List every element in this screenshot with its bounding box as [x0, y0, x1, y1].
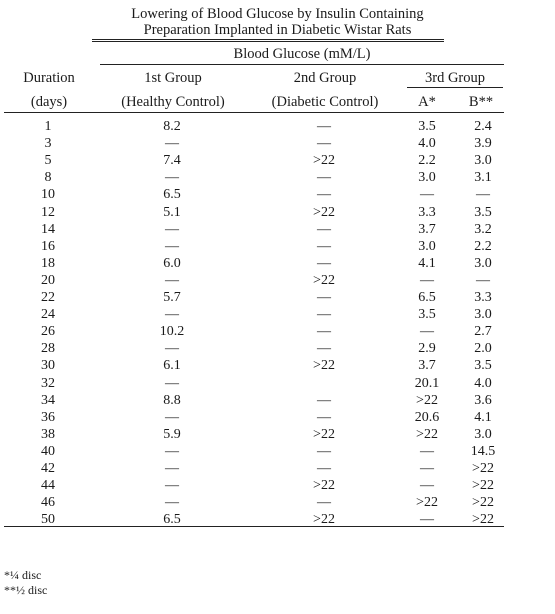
group3-b-cell: 4.1: [474, 409, 492, 425]
diabetic-control-cell: —: [317, 324, 331, 340]
table-row: [0, 357, 555, 374]
group3-b-cell: 2.7: [474, 324, 492, 340]
diabetic-control-cell: —: [317, 461, 331, 476]
table-row: [0, 186, 555, 203]
diabetic-control-cell: —: [317, 443, 331, 459]
group3-b-cell: 2.2: [474, 238, 492, 254]
table-row: [0, 375, 555, 392]
group3-a-cell: 3.0: [418, 238, 436, 254]
healthy-control-cell: —: [165, 136, 179, 152]
group3-b-cell: 3.2: [474, 221, 492, 237]
healthy-control-cell: 5.9: [163, 426, 181, 442]
duration-cell: 14: [41, 221, 55, 237]
group3-b-cell: 3.6: [474, 392, 492, 408]
diabetic-control-cell: —: [317, 238, 331, 254]
table-row: [0, 460, 555, 477]
duration-cell: 24: [41, 307, 55, 323]
duration-cell: 22: [41, 290, 55, 305]
group3-a-cell: >22: [416, 495, 438, 511]
table-row: [0, 204, 555, 221]
healthy-control-cell: —: [165, 375, 179, 391]
healthy-control-cell: 10.2: [159, 324, 185, 340]
table-row: [0, 135, 555, 152]
table-row: [0, 409, 555, 426]
table-row: [0, 323, 555, 340]
group3-a-cell: 4.1: [418, 255, 436, 271]
group3-a-cell: >22: [416, 426, 438, 442]
footnote-b: **½ disc: [4, 583, 48, 597]
group3-a-cell: 20.1: [414, 375, 440, 391]
footnote-a: *¼ disc: [4, 568, 42, 582]
healthy-control-cell: 6.0: [163, 255, 181, 271]
table-row: [0, 340, 555, 357]
group3-rule: [407, 87, 503, 88]
diabetic-control-cell: —: [317, 170, 331, 186]
table-row: [0, 152, 555, 169]
group3-a-cell: 6.5: [418, 290, 436, 305]
group3-b-cell: >22: [472, 478, 494, 494]
group3-a-cell: —: [420, 512, 434, 528]
group3-b-cell: 3.5: [474, 204, 492, 220]
group3-a-cell: —: [420, 478, 434, 494]
healthy-control-cell: 6.1: [163, 358, 181, 374]
duration-cell: 34: [41, 392, 55, 408]
duration-cell: 8: [44, 170, 52, 186]
table-row: [0, 169, 555, 186]
group3-b-header: B**: [468, 94, 494, 110]
group3-a-cell: 2.9: [418, 341, 436, 357]
table-row: [0, 443, 555, 460]
healthy-control-cell: —: [165, 238, 179, 254]
diabetic-control-cell: —: [317, 409, 331, 425]
duration-cell: 30: [41, 358, 55, 374]
duration-cell: 5: [44, 153, 52, 169]
healthy-control-cell: —: [165, 307, 179, 323]
group3-b-cell: 3.1: [474, 170, 492, 186]
table-row: [0, 118, 555, 135]
healthy-control-cell: 7.4: [163, 153, 181, 169]
table-row: [0, 272, 555, 289]
duration-cell: 46: [41, 495, 55, 511]
group3-a-cell: —: [420, 324, 434, 340]
duration-cell: 1: [44, 119, 52, 134]
title-underline: [92, 39, 444, 40]
group3-b-cell: 3.0: [474, 153, 492, 169]
table-row: [0, 238, 555, 255]
duration-cell: 32: [41, 375, 55, 391]
table-row: [0, 255, 555, 272]
group3-b-cell: 3.0: [474, 255, 492, 271]
diabetic-control-cell: —: [317, 341, 331, 357]
duration-cell: 28: [41, 341, 55, 357]
duration-cell: 44: [41, 478, 55, 494]
duration-header: Duration: [23, 70, 75, 86]
healthy-control-cell: —: [165, 409, 179, 425]
blood-glucose-span-header: Blood Glucose (mM/L): [233, 46, 371, 62]
healthy-control-cell: —: [165, 495, 179, 511]
group3-a-cell: —: [420, 272, 434, 288]
group3-b-cell: 3.3: [474, 290, 492, 305]
table-row: [0, 494, 555, 511]
group3-a-cell: 4.0: [418, 136, 436, 152]
header-bottom-rule: [4, 112, 504, 113]
table-row: [0, 289, 555, 306]
diabetic-control-cell: —: [317, 136, 331, 152]
duration-cell: 18: [41, 255, 55, 271]
group3-b-cell: >22: [472, 461, 494, 476]
group3-b-cell: 2.4: [474, 119, 492, 134]
group1-header: 1st Group: [144, 70, 202, 86]
group3-b-cell: 3.0: [474, 307, 492, 323]
table-row: [0, 392, 555, 409]
group3-a-cell: 3.7: [418, 358, 436, 374]
diabetic-control-cell: —: [317, 290, 331, 305]
group3-a-cell: >22: [416, 392, 438, 408]
healthy-control-cell: 8.2: [163, 119, 181, 134]
group3-a-cell: 3.5: [418, 307, 436, 323]
duration-cell: 3: [44, 136, 52, 152]
table-row: [0, 477, 555, 494]
duration-cell: 16: [41, 238, 55, 254]
diabetic-control-cell: >22: [313, 204, 335, 220]
healthy-control-cell: —: [165, 170, 179, 186]
table-title-line-2: Preparation Implanted in Diabetic Wistar Rats: [143, 22, 412, 38]
group1-subheader: (Healthy Control): [121, 94, 225, 110]
group3-b-cell: >22: [472, 512, 494, 528]
healthy-control-cell: —: [165, 221, 179, 237]
table-row: [0, 221, 555, 238]
table-title-line-1: Lowering of Blood Glucose by Insulin Containing: [131, 6, 424, 22]
group3-b-cell: —: [476, 187, 490, 203]
diabetic-control-cell: >22: [313, 512, 335, 528]
group3-b-cell: —: [476, 272, 490, 288]
duration-cell: 10: [41, 187, 55, 203]
healthy-control-cell: —: [165, 478, 179, 494]
table-row: [0, 426, 555, 443]
group3-a-header: A*: [418, 94, 436, 110]
group2-subheader: (Diabetic Control): [271, 94, 379, 110]
diabetic-control-cell: —: [317, 255, 331, 271]
diabetic-control-cell: —: [317, 495, 331, 511]
diabetic-control-cell: —: [317, 119, 331, 134]
group3-a-cell: 20.6: [414, 409, 440, 425]
duration-cell: 36: [41, 409, 55, 425]
healthy-control-cell: 5.1: [163, 204, 181, 220]
healthy-control-cell: 8.8: [163, 392, 181, 408]
group3-a-cell: 3.7: [418, 221, 436, 237]
duration-cell: 50: [41, 512, 55, 528]
group3-a-cell: —: [420, 187, 434, 203]
diabetic-control-cell: —: [317, 187, 331, 203]
span-header-rule: [100, 64, 504, 65]
diabetic-control-cell: —: [317, 392, 331, 408]
group3-b-cell: 3.5: [474, 358, 492, 374]
diabetic-control-cell: >22: [313, 358, 335, 374]
diabetic-control-cell: >22: [313, 153, 335, 169]
duration-cell: 12: [41, 204, 55, 220]
healthy-control-cell: 6.5: [163, 187, 181, 203]
group3-b-cell: 2.0: [474, 341, 492, 357]
duration-unit-header: (days): [30, 94, 68, 110]
duration-cell: 26: [41, 324, 55, 340]
group3-a-cell: 2.2: [418, 153, 436, 169]
group3-b-cell: 3.0: [474, 426, 492, 442]
group2-header: 2nd Group: [293, 70, 357, 86]
diabetic-control-cell: —: [317, 221, 331, 237]
group3-header: 3rd Group: [424, 70, 485, 86]
duration-cell: 42: [41, 461, 55, 476]
group3-a-cell: —: [420, 461, 434, 476]
title-rule: [92, 41, 444, 42]
group3-a-cell: —: [420, 443, 434, 459]
group3-b-cell: 4.0: [474, 375, 492, 391]
healthy-control-cell: —: [165, 341, 179, 357]
table-bottom-rule: [4, 526, 504, 527]
diabetic-control-cell: >22: [313, 426, 335, 442]
group3-a-cell: 3.3: [418, 204, 436, 220]
duration-cell: 38: [41, 426, 55, 442]
group3-a-cell: 3.5: [418, 119, 436, 134]
group3-a-cell: 3.0: [418, 170, 436, 186]
group3-b-cell: >22: [472, 495, 494, 511]
duration-cell: 40: [41, 443, 55, 459]
healthy-control-cell: 6.5: [163, 512, 181, 528]
duration-cell: 20: [41, 272, 55, 288]
healthy-control-cell: —: [165, 443, 179, 459]
group3-b-cell: 3.9: [474, 136, 492, 152]
healthy-control-cell: —: [165, 461, 179, 476]
healthy-control-cell: 5.7: [163, 290, 181, 305]
healthy-control-cell: —: [165, 272, 179, 288]
diabetic-control-cell: —: [317, 307, 331, 323]
group3-b-cell: 14.5: [470, 443, 496, 459]
table-row: [0, 306, 555, 323]
diabetic-control-cell: >22: [313, 272, 335, 288]
diabetic-control-cell: >22: [313, 478, 335, 494]
